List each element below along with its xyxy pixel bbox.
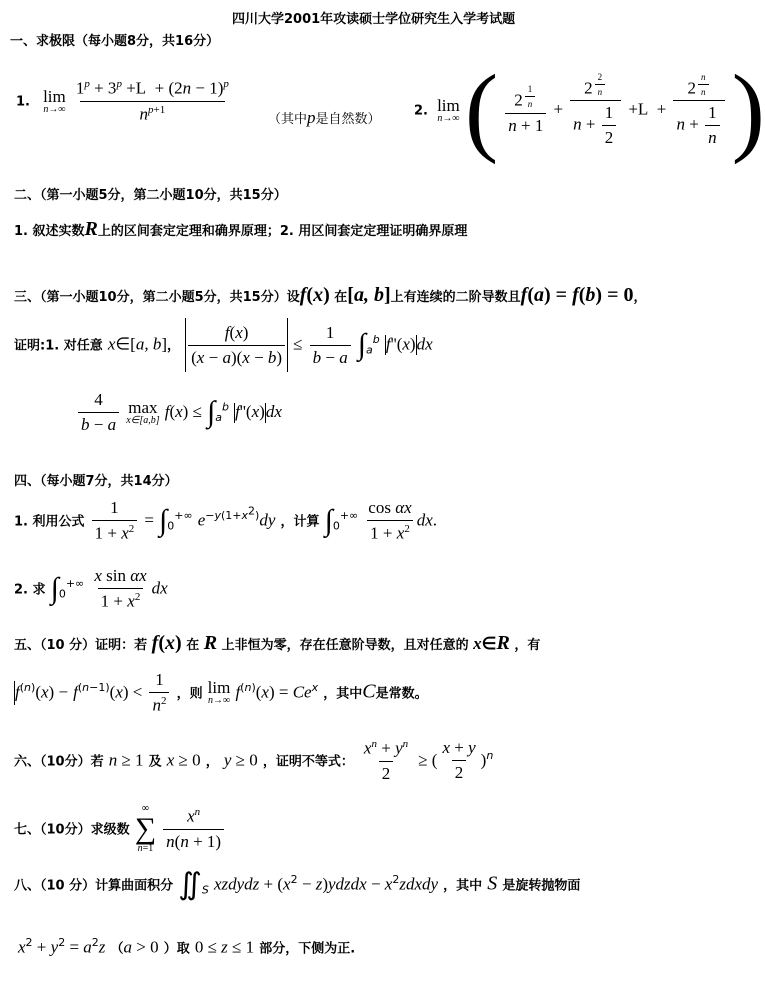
section-4-q1: 1. 利用公式 $\frac{1}{1 + x^2}$ = $\int_0^{+\infty}$ $e^{-y(1+x^2)}dy$ ，计算 $\int_0^{+\infty}$ $\frac{\text{cos αx}}{1 + x^2}$ dx.: [14, 498, 437, 543]
section-4-q2: 2. 求 $\int_0^{+\infty}$ $\frac{\text{x sin αx}}{1 + x^2}$ dx: [14, 566, 168, 611]
section-8-line1: 八、（10 分）计算曲面积分 $∬_S$ xzdydz + ($x^2$ − z)ydzdx − $x^2zdxdy$ ，其中 S 是旋转抛物面: [14, 868, 581, 901]
section-3-proof-1: 证明:1. 对任意 x∈[a, b]， $\frac{f(x)}{(x - a)(x - b)}$ ≤ $\frac{1}{b - a}$ $\int_a^b$ f''(x)dx: [14, 318, 433, 372]
question-1-2: 2. lim n→∞ ( 2 $^{\frac{1}{n}}$ n + 1 + 2 $^{\frac{2}{n}}$ n + $\frac{1}{2}$ +L + 2 $^{\frac{n}{n}}$ n + $\frac{1}{n}$ ): [414, 54, 765, 165]
section-3-proof-2: $\frac{4}{b - a}$ max x∈[a,b] $f(x) \le \int_a^b$ f''(x)dx: [76, 390, 282, 435]
q1-fraction: $\frac{1^p + 3^p +L + (2n - 1)^p}{n^{p+1}}$: [75, 78, 229, 124]
section-2-text: 1. 叙述实数R上的区间套定定理和确界原理；2. 用区间套定定理证明确界原理: [14, 218, 468, 240]
limit-operator-2: lim n→∞: [437, 95, 460, 124]
q2-label: 2.: [414, 103, 428, 119]
q1-note: （其中p是自然数）: [268, 108, 381, 127]
section-7: 七、（10分）求级数 ∞ ∑ n=1 $\frac{x^n}{n(n + 1)}$: [14, 804, 226, 854]
question-1-1: [16, 78, 234, 124]
section-2-heading: 二、（第一小题5分，第二小题10分，共15分）: [14, 188, 287, 203]
q1-label: 1.: [16, 94, 30, 110]
exam-title: 四川大学2001年攻读硕士学位研究生入学考试题: [232, 12, 516, 27]
section-5-line2: $f^{(n)}(x) - f^{(n-1)}(x)$ < $\frac{1}{n^2}$ ，则 lim n→∞ $f^{(n)}(x) = Ce^x$ ，其中C是常数。: [15, 670, 428, 715]
section-8-line2: $x^2 + y^2 = a^2z$ （a > 0 ）取 0 ≤ z ≤ 1 部分，下侧为正.: [18, 936, 356, 957]
section-4-heading: 四、（每小题7分，共14分）: [14, 474, 178, 489]
section-3-line1: 三、（第一小题10分，第二小题5分，共15分）设f(x) 在[a, b]上有连续的二阶导数且f(a) = f(b) = 0，: [14, 284, 647, 306]
limit-operator: lim n→∞: [43, 86, 66, 115]
section-1-heading: 一、求极限（每小题8分，共16分）: [10, 34, 220, 49]
section-5-line1: 五、（10 分）证明：若 f(x) 在 R 上非恒为零，存在任意阶导数，且对任意的 x∈R ，有: [14, 632, 541, 654]
section-6: 六、（10分）若 n ≥ 1 及 x ≥ 0 ， y ≥ 0 ，证明不等式： $\frac{x^n + y^n}{2}$ ≥ ( $\frac{x + y}{2}$ )$^n$: [14, 738, 494, 783]
